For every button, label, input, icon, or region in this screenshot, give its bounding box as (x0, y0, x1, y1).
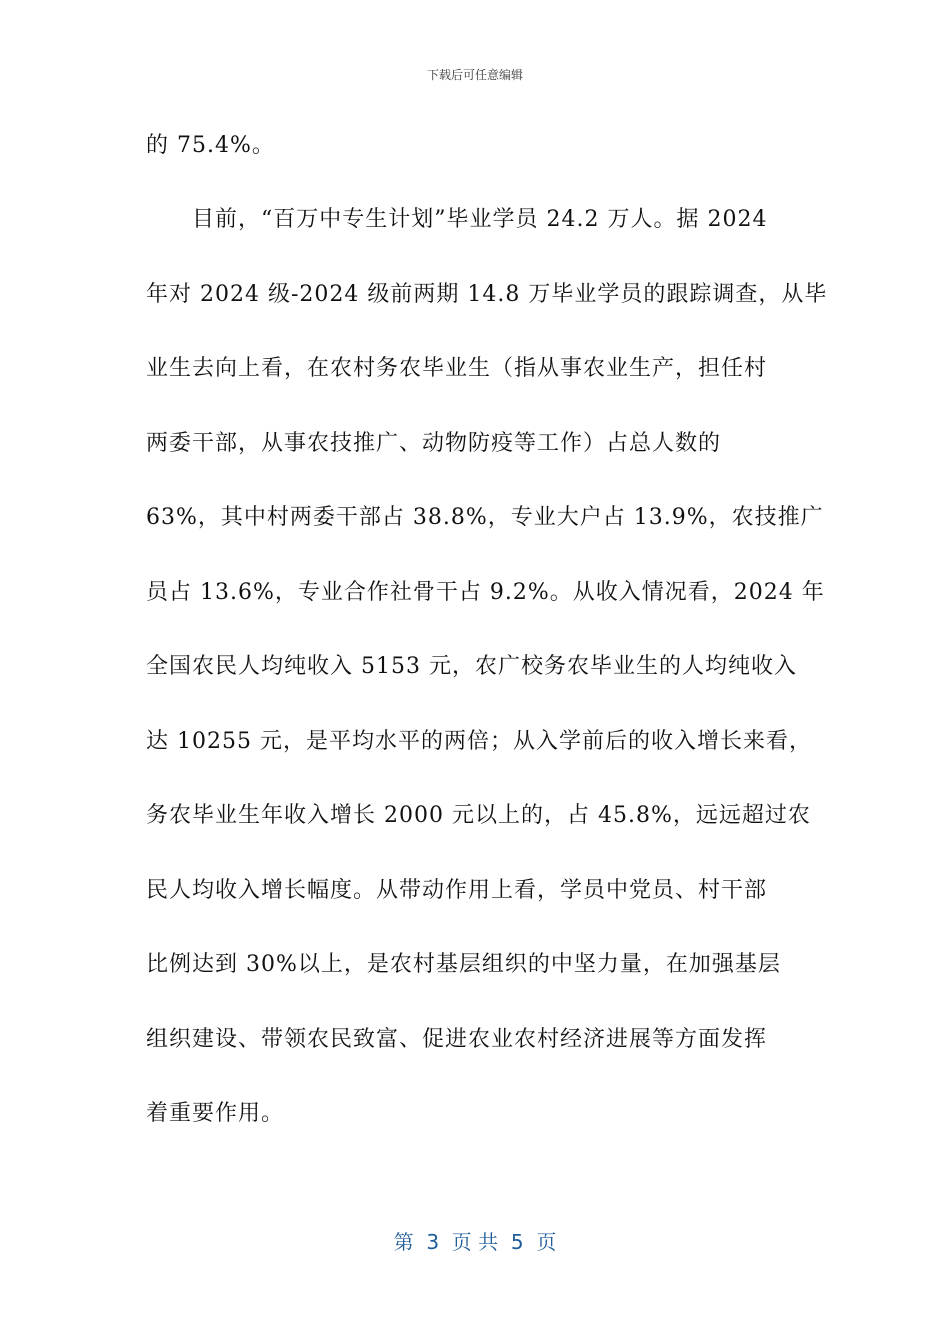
text-line: 比例达到 30%以上，是农村基层组织的中坚力量，在加强基层 (146, 952, 781, 977)
text-line: 目前，“百万中专生计划”毕业学员 24.2 万人。据 2024 (192, 207, 768, 232)
page-number: 第 3 页 共 5 页 (393, 1230, 557, 1254)
text-line: 民人均收入增长幅度。从带动作用上看，学员中党员、村干部 (146, 878, 768, 903)
text-line: 业生去向上看，在农村务农毕业生（指从事农业生产，担任村 (146, 356, 768, 381)
text-line: 务农毕业生年收入增长 2000 元以上的，占 45.8%，远远超过农 (146, 803, 811, 828)
text-line: 全国农民人均纯收入 5153 元，农广校务农毕业生的人均纯收入 (146, 654, 797, 679)
text-line: 的 75.4%。 (146, 133, 275, 158)
text-line: 着重要作用。 (146, 1101, 285, 1126)
header-note: 下载后可任意编辑 (426, 68, 523, 82)
text-line: 年对 2024 级-2024 级前两期 14.8 万毕业学员的跟踪调查，从毕 (146, 282, 828, 307)
text-line: 两委干部，从事农技推广、动物防疫等工作）占总人数的 (146, 431, 722, 456)
text-line: 63%，其中村两委干部占 38.8%，专业大户占 13.9%，农技推广 (146, 505, 824, 530)
text-line: 组织建设、带领农民致富、促进农业农村经济进展等方面发挥 (146, 1027, 768, 1052)
text-line: 达 10255 元，是平均水平的两倍；从入学前后的收入增长来看， (146, 729, 812, 754)
text-line: 员占 13.6%，专业合作社骨干占 9.2%。从收入情况看，2024 年 (146, 580, 825, 605)
